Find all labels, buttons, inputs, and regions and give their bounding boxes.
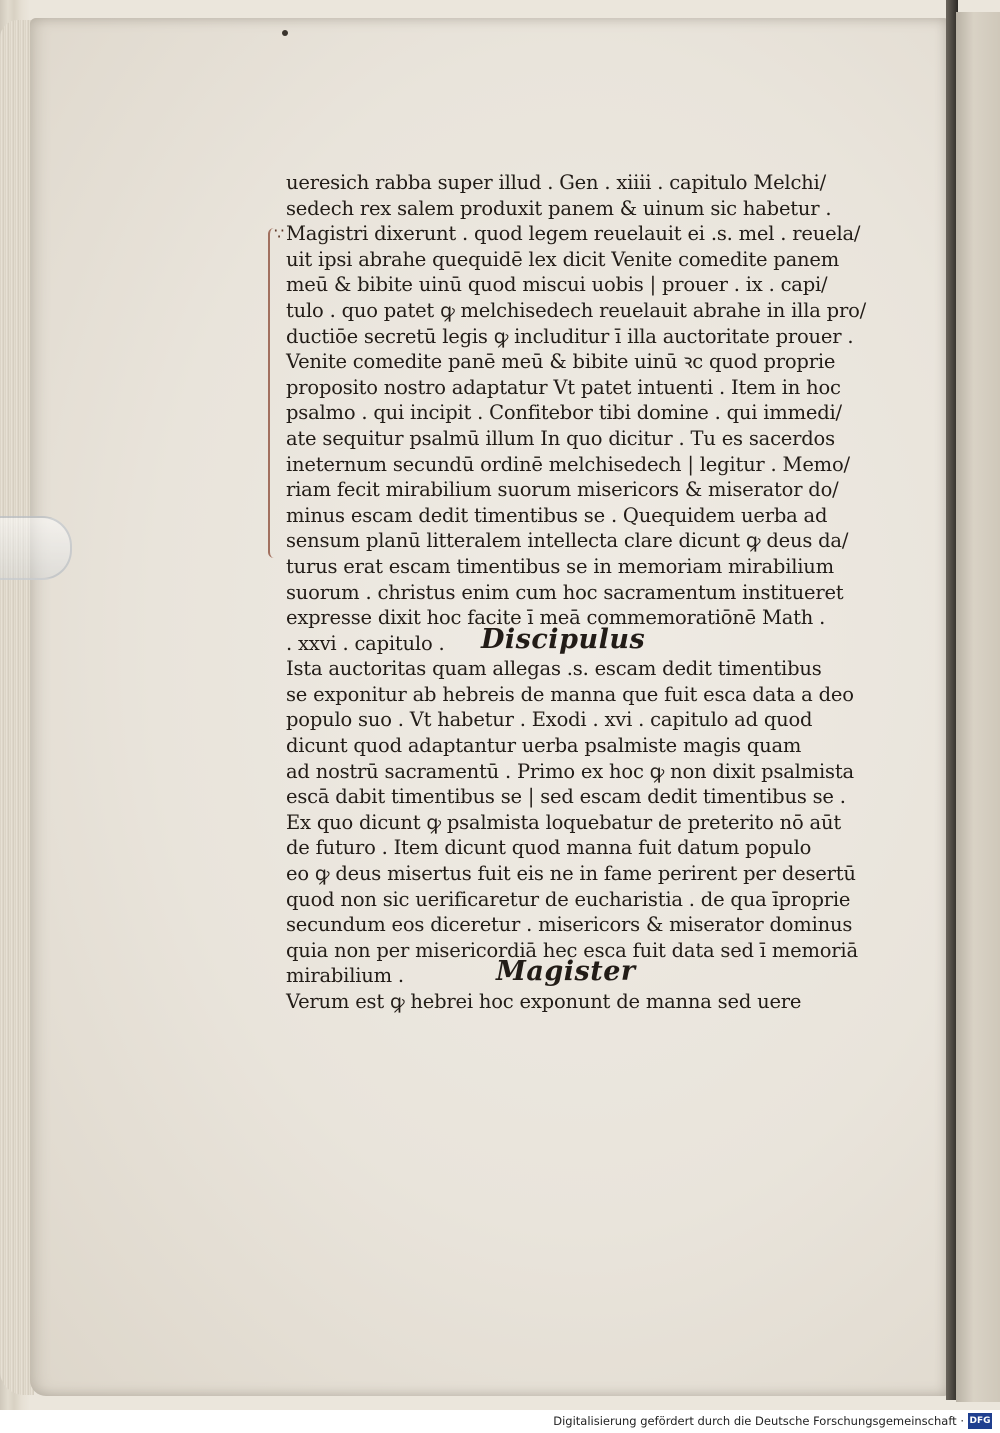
text-line: escā dabit timentibus se | sed escam dedit timentibus se . xyxy=(286,785,846,809)
text-line: meū & bibite uinū quod miscui uobis | prouer . ix . capi/ xyxy=(286,273,828,297)
text-line: se exponitur ab hebreis de manna que fuit esca data a deo xyxy=(286,682,854,706)
text-line: ductiōe secretū legis ꝙ includitur ī illa auctoritate prouer . xyxy=(286,324,854,348)
margin-mark: ∵ xyxy=(274,224,285,243)
text-line: mirabilium . xyxy=(286,964,404,988)
text-line: sedech rex salem produxit panem & uinum sic habetur . xyxy=(286,196,832,220)
text-line-with-heading xyxy=(286,623,846,657)
text-line: psalmo . qui incipit . Confitebor tibi domine . qui immedi/ xyxy=(286,401,842,425)
text-line: quia non per misericordiā hec esca fuit data sed ī memoriā xyxy=(286,938,858,962)
page-edges xyxy=(0,20,34,1395)
text-line: suorum . christus enim cum hoc sacramentum institueret xyxy=(286,580,844,604)
text-line: tulo . quo patet ꝙ melchisedech reuelauit abrahe in illa pro/ xyxy=(286,298,866,322)
text-line: expresse dixit hoc facite ī meā commemoratiōnē Math . xyxy=(286,606,826,630)
text-line: Magistri dixerunt . quod legem reuelauit ei .s. mel . reuela/ xyxy=(286,222,861,246)
page-clip xyxy=(0,516,72,580)
text-line: uit ipsi abrahe quequidē lex dicit Venite comedite panem xyxy=(286,247,839,271)
text-block xyxy=(286,170,866,1015)
section-heading-magister: Magister xyxy=(496,956,636,988)
text-line: populo suo . Vt habetur . Exodi . xvi . capitulo ad quod xyxy=(286,708,813,732)
text-line: de futuro . Item dicunt quod manna fuit datum populo xyxy=(286,836,812,860)
text-line: riam fecit mirabilium suorum misericors & miserator do/ xyxy=(286,478,839,502)
margin-bracket xyxy=(268,228,280,558)
text-line: turus erat escam timentibus se in memoriam mirabilium xyxy=(286,554,834,578)
text-line: proposito nostro adaptatur Vt patet intuenti . Item in hoc xyxy=(286,375,841,399)
funding-credit: Digitalisierung gefördert durch die Deutsche Forschungsgemeinschaft · xyxy=(553,1414,964,1428)
adjacent-page-edge xyxy=(956,12,1000,1402)
text-line: ineternum secundū ordinē melchisedech | legitur . Memo/ xyxy=(286,452,850,476)
text-line-with-heading xyxy=(286,956,846,989)
text-line: Ex quo dicunt ꝙ psalmista loquebatur de preterito nō aūt xyxy=(286,810,841,834)
dfg-logo: DFG xyxy=(968,1413,992,1429)
text-line: eo ꝙ deus misertus fuit eis ne in fame perirent per desertū xyxy=(286,862,856,886)
text-line: ate sequitur psalmū illum In quo dicitur . Tu es sacerdos xyxy=(286,426,835,450)
ink-spot xyxy=(282,30,288,36)
text-line: Ista auctoritas quam allegas .s. escam dedit timentibus xyxy=(286,657,822,681)
text-line: ad nostrū sacramentū . Primo ex hoc ꝙ non dixit psalmista xyxy=(286,759,854,783)
text-line: quod non sic uerificaretur de eucharistia . de qua īproprie xyxy=(286,887,851,911)
text-line: Verum est ꝙ hebrei hoc exponunt de manna sed uere xyxy=(286,990,802,1013)
text-line: Venite comedite panē meū & bibite uinū ꝛc quod proprie xyxy=(286,350,836,374)
section-heading-discipulus: Discipulus xyxy=(481,623,646,655)
text-line: minus escam dedit timentibus se . Quequidem uerba ad xyxy=(286,503,828,527)
text-line: . xxvi . capitulo . xyxy=(286,631,445,655)
text-line: sensum planū litteralem intellecta clare dicunt ꝙ deus da/ xyxy=(286,529,849,553)
footer-bar xyxy=(0,1410,1000,1433)
text-line: secundum eos diceretur . misericors & miserator dominus xyxy=(286,913,853,937)
text-line: dicunt quod adaptantur uerba psalmiste magis quam xyxy=(286,734,802,758)
text-line: ueresich rabba super illud . Gen . xiiii . capitulo Melchi/ xyxy=(286,171,826,194)
